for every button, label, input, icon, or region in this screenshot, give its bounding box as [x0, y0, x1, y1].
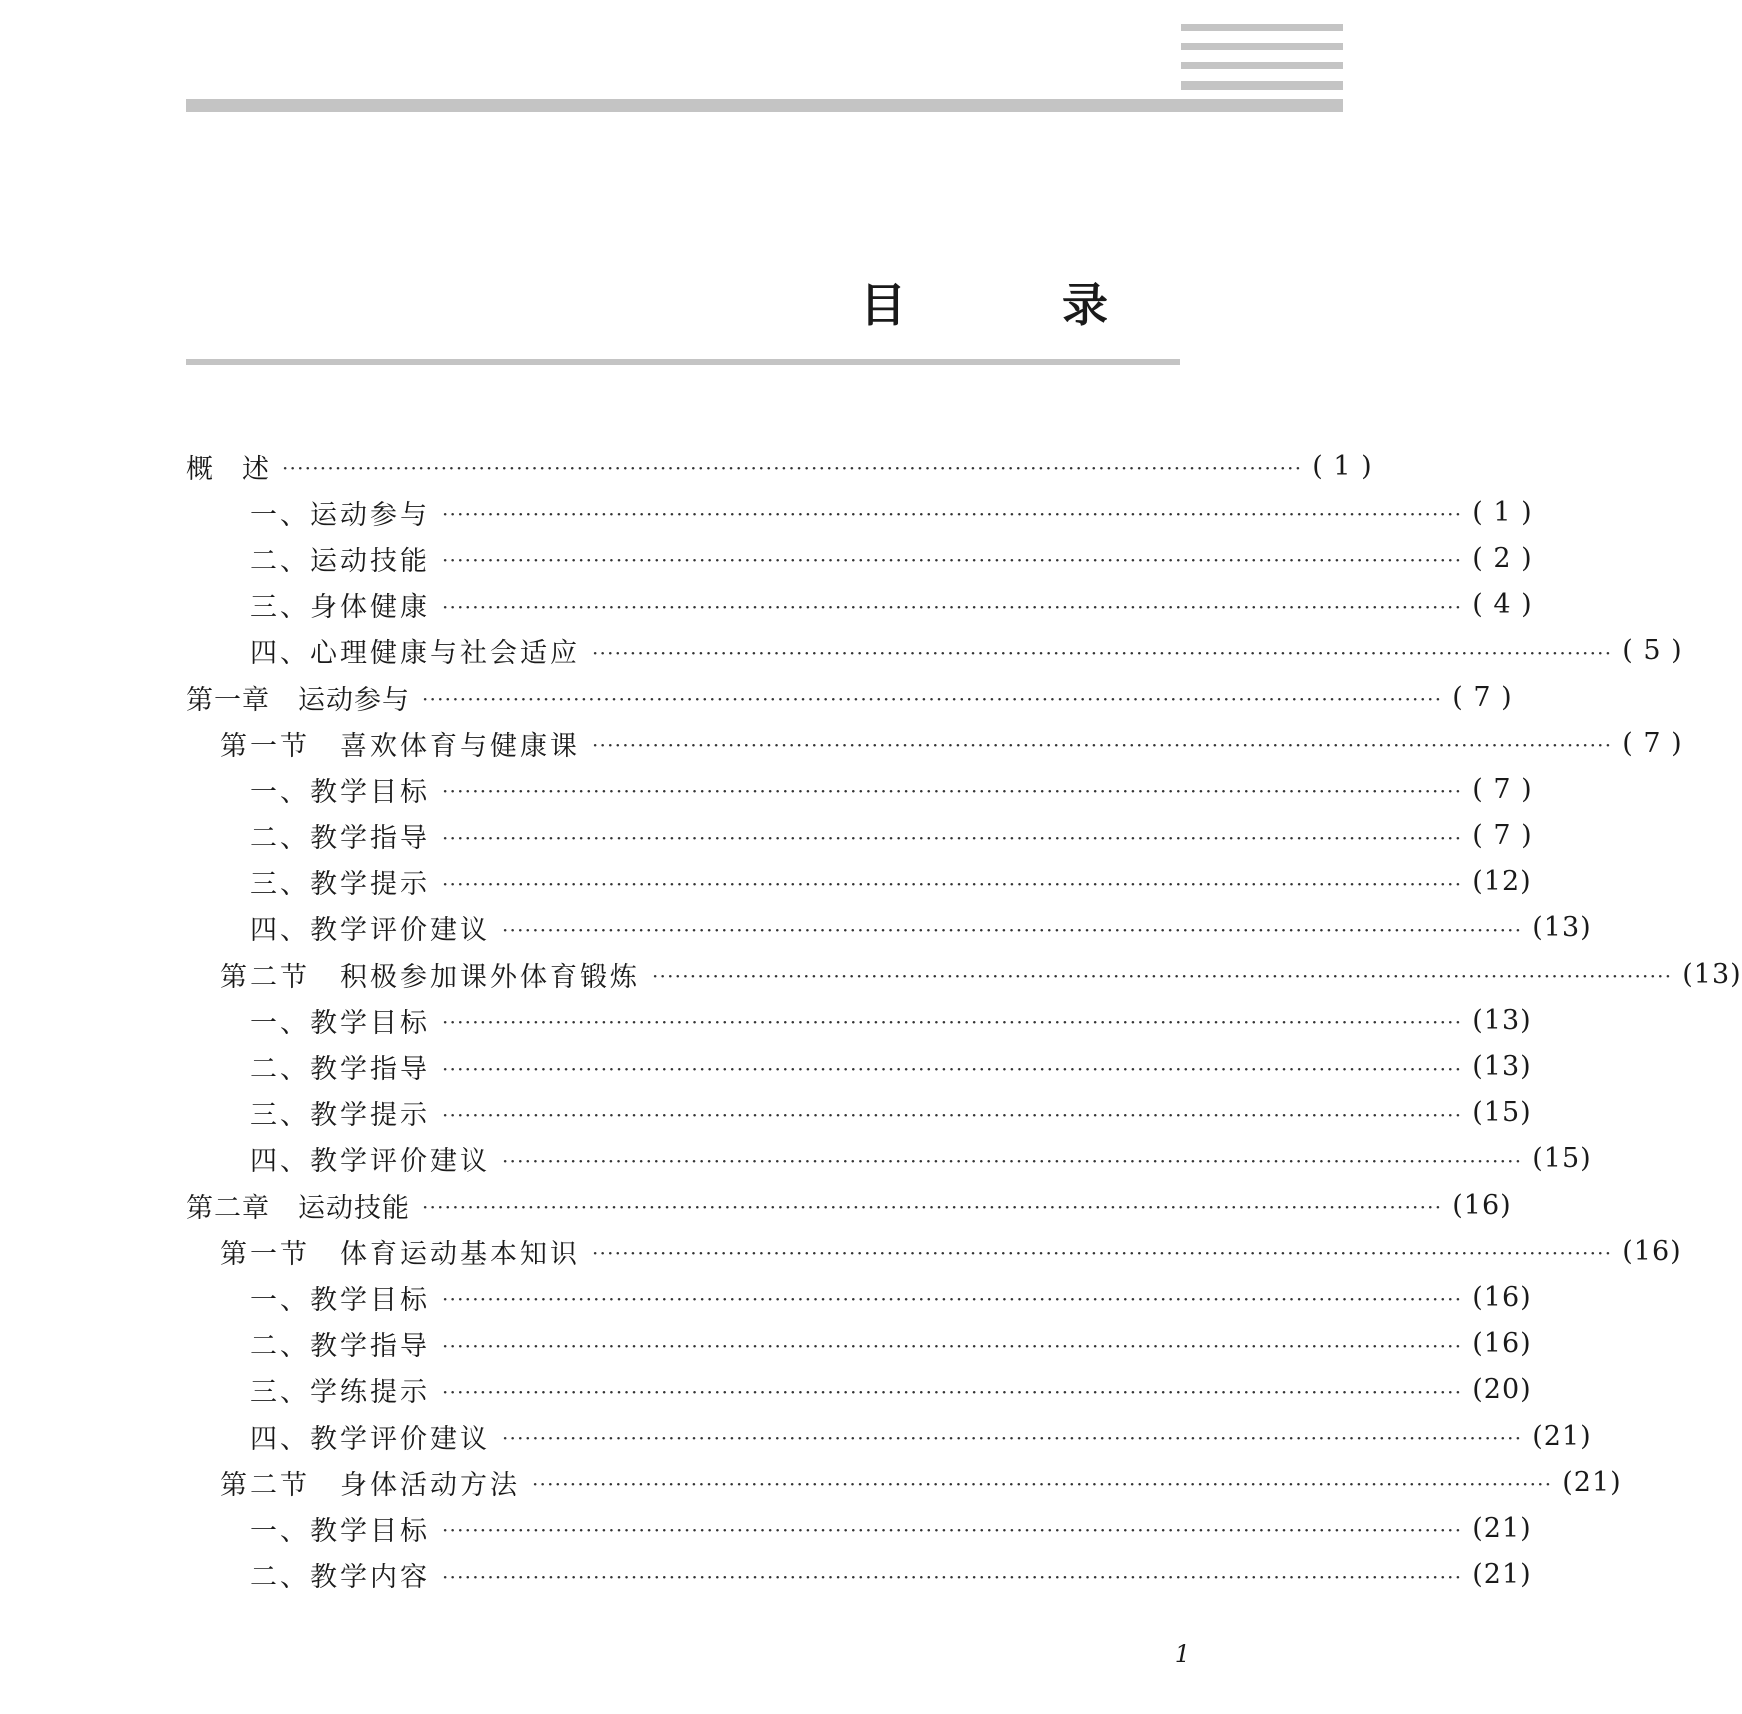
- toc-entry-label: 第二章 运动技能: [186, 1192, 410, 1224]
- toc-entry-label: 三、教学提示: [250, 869, 430, 901]
- header-band: [186, 99, 1343, 112]
- toc-entry-label: 三、学练提示: [250, 1377, 430, 1409]
- toc-entry[interactable]: [186, 813, 1533, 859]
- toc-entry[interactable]: [186, 489, 1533, 535]
- toc-leader-dots: ·······································································································································: [652, 964, 1673, 989]
- toc-leader-dots: ·······································································································································: [442, 1379, 1463, 1404]
- toc-entry-label: 二、教学指导: [250, 1331, 430, 1363]
- header-stripes-decoration: [1181, 22, 1343, 96]
- toc-entry[interactable]: [186, 905, 1592, 951]
- title-divider: [186, 359, 1180, 365]
- toc-entry-label: 一、教学目标: [250, 1284, 430, 1316]
- toc-entry-label: 二、运动技能: [250, 545, 430, 577]
- toc-entry-label: 三、教学提示: [250, 1100, 430, 1132]
- toc-entry[interactable]: [186, 1552, 1532, 1598]
- toc-entry-page: ( 7 ): [1622, 727, 1683, 759]
- toc-entry-label: 第一章 运动参与: [186, 684, 410, 716]
- toc-entry-page: (20): [1472, 1374, 1532, 1406]
- toc-entry-page: (21): [1562, 1466, 1622, 1498]
- toc-entry-page: ( 2 ): [1472, 542, 1533, 574]
- toc-entry[interactable]: [186, 997, 1532, 1043]
- toc-entry-page: ( 7 ): [1472, 820, 1533, 852]
- toc-entry-page: (15): [1472, 1097, 1532, 1129]
- toc-entry[interactable]: [186, 628, 1683, 674]
- toc-leader-dots: ·······································································································································: [442, 1102, 1463, 1127]
- toc-entry[interactable]: [186, 1228, 1682, 1274]
- toc-entry[interactable]: [186, 1274, 1532, 1320]
- toc-leader-dots: ·······································································································································: [422, 1195, 1443, 1220]
- toc-entry-page: (13): [1532, 912, 1592, 944]
- toc-entry-page: (21): [1472, 1512, 1532, 1544]
- toc-entry[interactable]: [186, 720, 1683, 766]
- toc-entry[interactable]: [186, 1182, 1512, 1228]
- toc-leader-dots: ·······································································································································: [442, 825, 1463, 850]
- toc-leader-dots: ·······································································································································: [502, 1426, 1523, 1451]
- toc-entry-page: (15): [1532, 1143, 1592, 1175]
- toc-entry-label: 二、教学指导: [250, 1054, 430, 1086]
- toc-leader-dots: ·······································································································································: [502, 1148, 1523, 1173]
- toc-entry-page: (16): [1472, 1328, 1532, 1360]
- toc-entry[interactable]: [186, 766, 1533, 812]
- toc-leader-dots: ·······································································································································: [442, 502, 1463, 527]
- toc-entry-label: 一、教学目标: [250, 1515, 430, 1547]
- toc-entry[interactable]: [186, 1459, 1622, 1505]
- toc-leader-dots: ·······································································································································: [592, 1241, 1613, 1266]
- toc-entry-page: (16): [1622, 1235, 1682, 1267]
- toc-entry[interactable]: [186, 1090, 1532, 1136]
- toc-entry-page: ( 4 ): [1472, 589, 1533, 621]
- toc-leader-dots: ·······································································································································: [442, 871, 1463, 896]
- toc-entry-label: 二、教学内容: [250, 1562, 430, 1594]
- toc-entry-page: ( 7 ): [1452, 681, 1513, 713]
- toc-entry-page: (13): [1682, 958, 1742, 990]
- toc-leader-dots: ·······································································································································: [502, 917, 1523, 942]
- toc-entry[interactable]: [186, 1413, 1592, 1459]
- toc-leader-dots: ·······································································································································: [532, 1472, 1553, 1497]
- toc-entry-label: 第二节 积极参加课外体育锻炼: [220, 961, 640, 993]
- toc-entry-label: 第一节 体育运动基本知识: [220, 1238, 580, 1270]
- toc-entry-label: 第一节 喜欢体育与健康课: [220, 730, 580, 762]
- page-number: 1: [1174, 1640, 1190, 1668]
- page-title: 目 录: [860, 278, 1179, 332]
- toc-entry-label: 一、教学目标: [250, 1007, 430, 1039]
- toc-leader-dots: ·······································································································································: [442, 548, 1463, 573]
- toc-entry-page: ( 1 ): [1312, 450, 1373, 482]
- toc-leader-dots: ·······································································································································: [592, 640, 1613, 665]
- toc-entry-page: ( 1 ): [1472, 496, 1533, 528]
- toc-entry[interactable]: [186, 535, 1533, 581]
- toc-entry-label: 一、运动参与: [250, 499, 430, 531]
- toc-entry[interactable]: [186, 1367, 1532, 1413]
- toc-entry[interactable]: [186, 674, 1513, 720]
- toc-leader-dots: ·······································································································································: [442, 1287, 1463, 1312]
- toc-entry-page: ( 7 ): [1472, 773, 1533, 805]
- toc-entry-label: 一、教学目标: [250, 776, 430, 808]
- toc-entry[interactable]: [186, 1505, 1532, 1551]
- toc-entry-page: (16): [1452, 1189, 1512, 1221]
- toc-entry-label: 第二节 身体活动方法: [220, 1469, 520, 1501]
- toc-entry-label: 四、教学评价建议: [250, 915, 490, 947]
- toc-leader-dots: ·······································································································································: [592, 733, 1613, 758]
- toc-entry-label: 概 述: [186, 453, 270, 485]
- toc-leader-dots: ·······································································································································: [442, 1518, 1463, 1543]
- table-of-contents: [186, 443, 1742, 1598]
- toc-entry-label: 四、教学评价建议: [250, 1146, 490, 1178]
- toc-entry[interactable]: [186, 1136, 1592, 1182]
- toc-leader-dots: ·······································································································································: [282, 456, 1303, 481]
- toc-leader-dots: ·······································································································································: [442, 594, 1463, 619]
- toc-leader-dots: ·······································································································································: [442, 1564, 1463, 1589]
- toc-leader-dots: ·······································································································································: [442, 1056, 1463, 1081]
- toc-entry-page: (21): [1532, 1420, 1592, 1452]
- toc-entry[interactable]: [186, 951, 1742, 997]
- toc-leader-dots: ·······································································································································: [442, 1010, 1463, 1035]
- toc-entry-page: (13): [1472, 1004, 1532, 1036]
- toc-entry[interactable]: [186, 1043, 1532, 1089]
- toc-entry-page: (21): [1472, 1559, 1532, 1591]
- toc-entry[interactable]: [186, 582, 1533, 628]
- toc-entry[interactable]: [186, 443, 1373, 489]
- toc-entry-page: ( 5 ): [1622, 635, 1683, 667]
- toc-entry-label: 四、教学评价建议: [250, 1423, 490, 1455]
- toc-entry[interactable]: [186, 859, 1532, 905]
- toc-entry-label: 三、身体健康: [250, 592, 430, 624]
- toc-entry-page: (13): [1472, 1051, 1532, 1083]
- toc-leader-dots: ·······································································································································: [442, 779, 1463, 804]
- toc-leader-dots: ·······································································································································: [422, 687, 1443, 712]
- toc-entry-label: 四、心理健康与社会适应: [250, 638, 580, 670]
- toc-leader-dots: ·······································································································································: [442, 1333, 1463, 1358]
- toc-entry-label: 二、教学指导: [250, 823, 430, 855]
- toc-entry-page: (12): [1472, 866, 1532, 898]
- toc-entry[interactable]: [186, 1321, 1532, 1367]
- toc-entry-page: (16): [1472, 1281, 1532, 1313]
